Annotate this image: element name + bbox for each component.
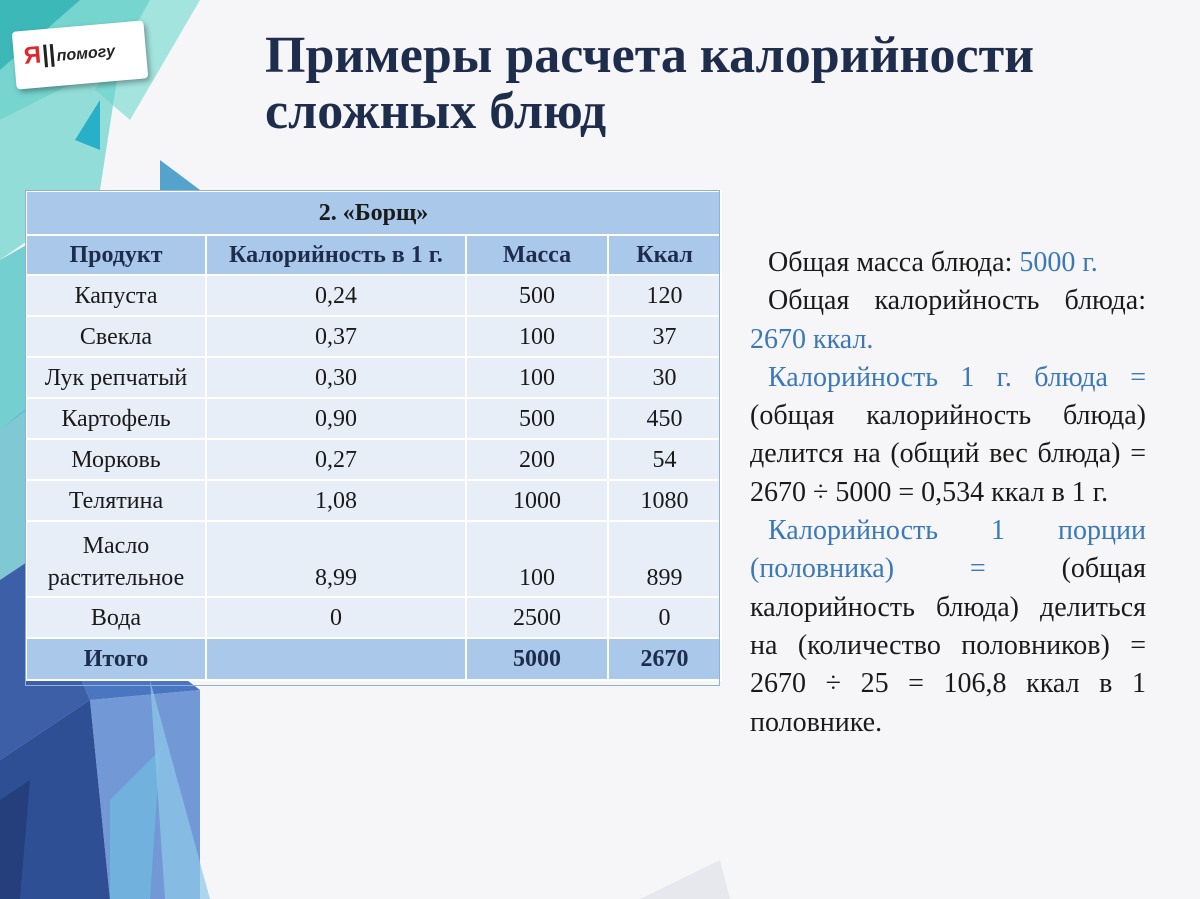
total-mass: 5000 [466, 638, 608, 680]
table-cell: Картофель [26, 398, 206, 439]
table-cell: 0,37 [206, 316, 466, 357]
table-cell: Свекла [26, 316, 206, 357]
table-cell: 30 [608, 357, 721, 398]
total-mass-value: 5000 г. [1019, 247, 1098, 278]
total-mass-paragraph [750, 244, 1146, 282]
table-cell: 100 [466, 521, 608, 597]
table-cell: Масло растительное [26, 521, 206, 597]
total-kcal: 2670 [608, 638, 721, 680]
table-row [26, 521, 721, 597]
calculation-text [750, 244, 1146, 742]
table-cell: 0 [206, 597, 466, 638]
total-kcal-value: 2670 ккал. [750, 323, 874, 355]
table-cell: Капуста [26, 275, 206, 316]
logo-bars: || [40, 40, 57, 69]
table-cell: 120 [608, 275, 721, 316]
per-gram-label: Калорийность 1 г. блюда = [768, 361, 1146, 393]
table-cell: 0,90 [206, 398, 466, 439]
logo-word: помогу [55, 42, 116, 66]
table-cell: 0,30 [206, 357, 466, 398]
per-portion-paragraph [750, 512, 1146, 742]
total-kcal-paragraph [750, 282, 1146, 359]
table-cell: 0 [608, 597, 721, 638]
table-total-row [26, 638, 721, 680]
table-caption: 2. «Борщ» [26, 191, 721, 235]
table-cell: 200 [466, 439, 608, 480]
total-label: Итого [26, 638, 206, 680]
table-cell: 54 [608, 439, 721, 480]
table-cell: Телятина [26, 480, 206, 521]
per-portion-label: Калорийность 1 порции (половника) = [750, 515, 1146, 585]
table-cell: 37 [608, 316, 721, 357]
table-cell: 100 [466, 357, 608, 398]
table-cell: 1,08 [206, 480, 466, 521]
table-header-row [26, 235, 721, 275]
table-cell: 8,99 [206, 521, 466, 597]
table-cell: 1080 [608, 480, 721, 521]
table-row [26, 357, 721, 398]
slide-title-line1: Примеры расчета калорийности [265, 27, 1035, 84]
table-cell: 2500 [466, 597, 608, 638]
table-row [26, 439, 721, 480]
total-cell [206, 638, 466, 680]
table-row [26, 275, 721, 316]
table-cell: 100 [466, 316, 608, 357]
total-kcal-label: Общая калорийность блюда: [768, 285, 1146, 317]
slide-title [265, 28, 1165, 140]
per-gram-text: (общая калорийность блюда) делится на (общий вес блюда) = 2670 ÷ 5000 = 0,534 ккал в 1 г. [750, 400, 1146, 508]
logo-letter: Я [22, 41, 43, 70]
table-row [26, 597, 721, 638]
table-cell: 0,27 [206, 439, 466, 480]
column-header: Калорийность в 1 г. [206, 235, 466, 275]
table-cell: 500 [466, 275, 608, 316]
column-header: Продукт [26, 235, 206, 275]
column-header: Масса [466, 235, 608, 275]
per-portion-text: (общая калорийность блюда) делиться на (количество половников) = 2670 ÷ 25 = 106,8 ккал в 1 половнике. [750, 553, 1146, 738]
table-cell: Вода [26, 597, 206, 638]
column-header: Ккал [608, 235, 721, 275]
table-cell: 0,24 [206, 275, 466, 316]
ya-pomogu-logo [12, 20, 149, 89]
table-row [26, 480, 721, 521]
table-cell: 450 [608, 398, 721, 439]
table-cell: 500 [466, 398, 608, 439]
borsch-calorie-table [25, 190, 722, 681]
table-row [26, 398, 721, 439]
table-cell: Лук репчатый [26, 357, 206, 398]
per-gram-paragraph [750, 359, 1146, 512]
total-mass-label: Общая масса блюда: [768, 247, 1020, 278]
table-cell: 899 [608, 521, 721, 597]
table-row [26, 316, 721, 357]
slide-title-line2: сложных блюд [265, 83, 607, 140]
table-cell: 1000 [466, 480, 608, 521]
table-cell: Морковь [26, 439, 206, 480]
